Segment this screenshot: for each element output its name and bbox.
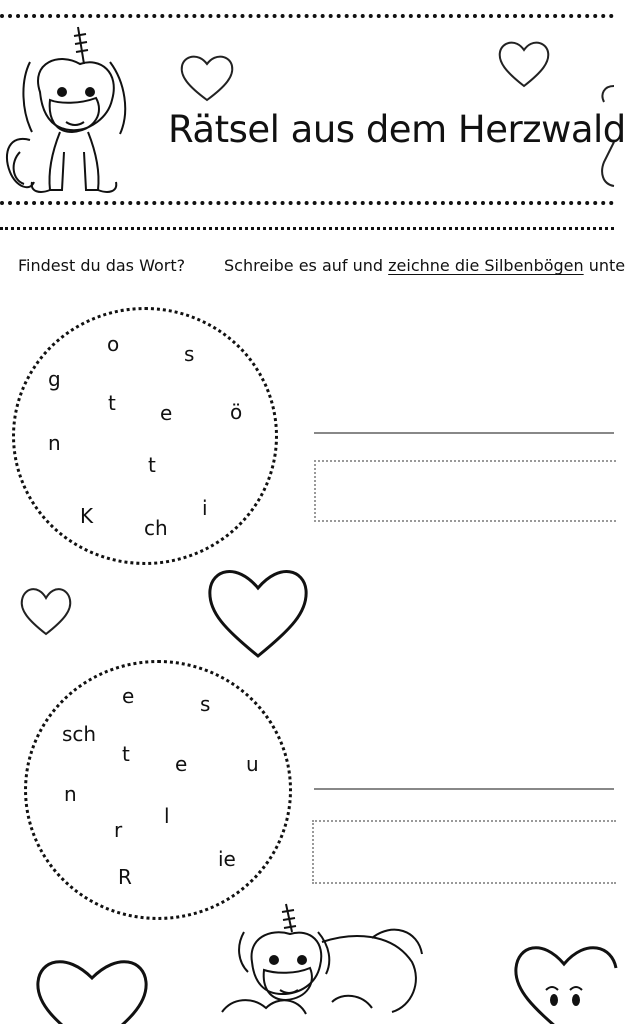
instruction-task — [224, 256, 625, 275]
header-dotted-border — [0, 201, 614, 205]
heart-outline-icon — [34, 952, 150, 1024]
heart-outline-icon — [18, 582, 74, 638]
syllable-box[interactable] — [314, 460, 616, 522]
heart-outline-icon — [496, 36, 552, 90]
puzzle-letter: l — [164, 804, 170, 828]
puzzle-letter: g — [48, 367, 61, 391]
instruction-task-suffix: unte — [588, 256, 626, 275]
puzzle-letter: n — [64, 782, 77, 806]
section-dotted-border — [0, 227, 614, 230]
puzzle-letter: e — [122, 684, 135, 708]
unicorn-illustration — [0, 22, 150, 202]
heart-outline-icon — [178, 52, 236, 104]
answer-line[interactable] — [314, 788, 614, 790]
answer-line[interactable] — [314, 432, 614, 434]
puzzle-letter: o — [107, 332, 120, 356]
syllable-box[interactable] — [312, 820, 616, 884]
puzzle-letter: s — [184, 342, 195, 366]
puzzle-letter: ö — [230, 400, 243, 424]
puzzle-letter: t — [122, 742, 130, 766]
instruction-question: Findest du das Wort? — [18, 256, 186, 275]
puzzle-letter: s — [200, 692, 211, 716]
heart-outline-icon — [206, 560, 310, 660]
puzzle-letter: u — [246, 752, 259, 776]
unicorn-illustration — [222, 902, 432, 1024]
puzzle-letter: sch — [62, 722, 97, 746]
puzzle-letter: R — [118, 865, 132, 889]
instruction-task-prefix: Schreibe es auf und — [224, 256, 384, 275]
top-dotted-border — [0, 14, 614, 18]
puzzle-letter: e — [160, 401, 173, 425]
page-title: Rätsel aus dem Herzwald — [168, 108, 626, 151]
puzzle-letter: t — [108, 391, 116, 415]
instruction-task-underlined: zeichne die Silbenbögen — [388, 256, 584, 275]
puzzle-letter: r — [114, 818, 123, 842]
puzzle-letter: n — [48, 431, 61, 455]
puzzle-letter: t — [148, 453, 156, 477]
puzzle-letter: K — [80, 504, 94, 528]
puzzle-letter: e — [175, 752, 188, 776]
puzzle-letter: i — [202, 496, 208, 520]
heart-outline-icon — [512, 938, 614, 1024]
puzzle-letter: ch — [144, 516, 168, 540]
puzzle-letter: ie — [218, 847, 236, 871]
